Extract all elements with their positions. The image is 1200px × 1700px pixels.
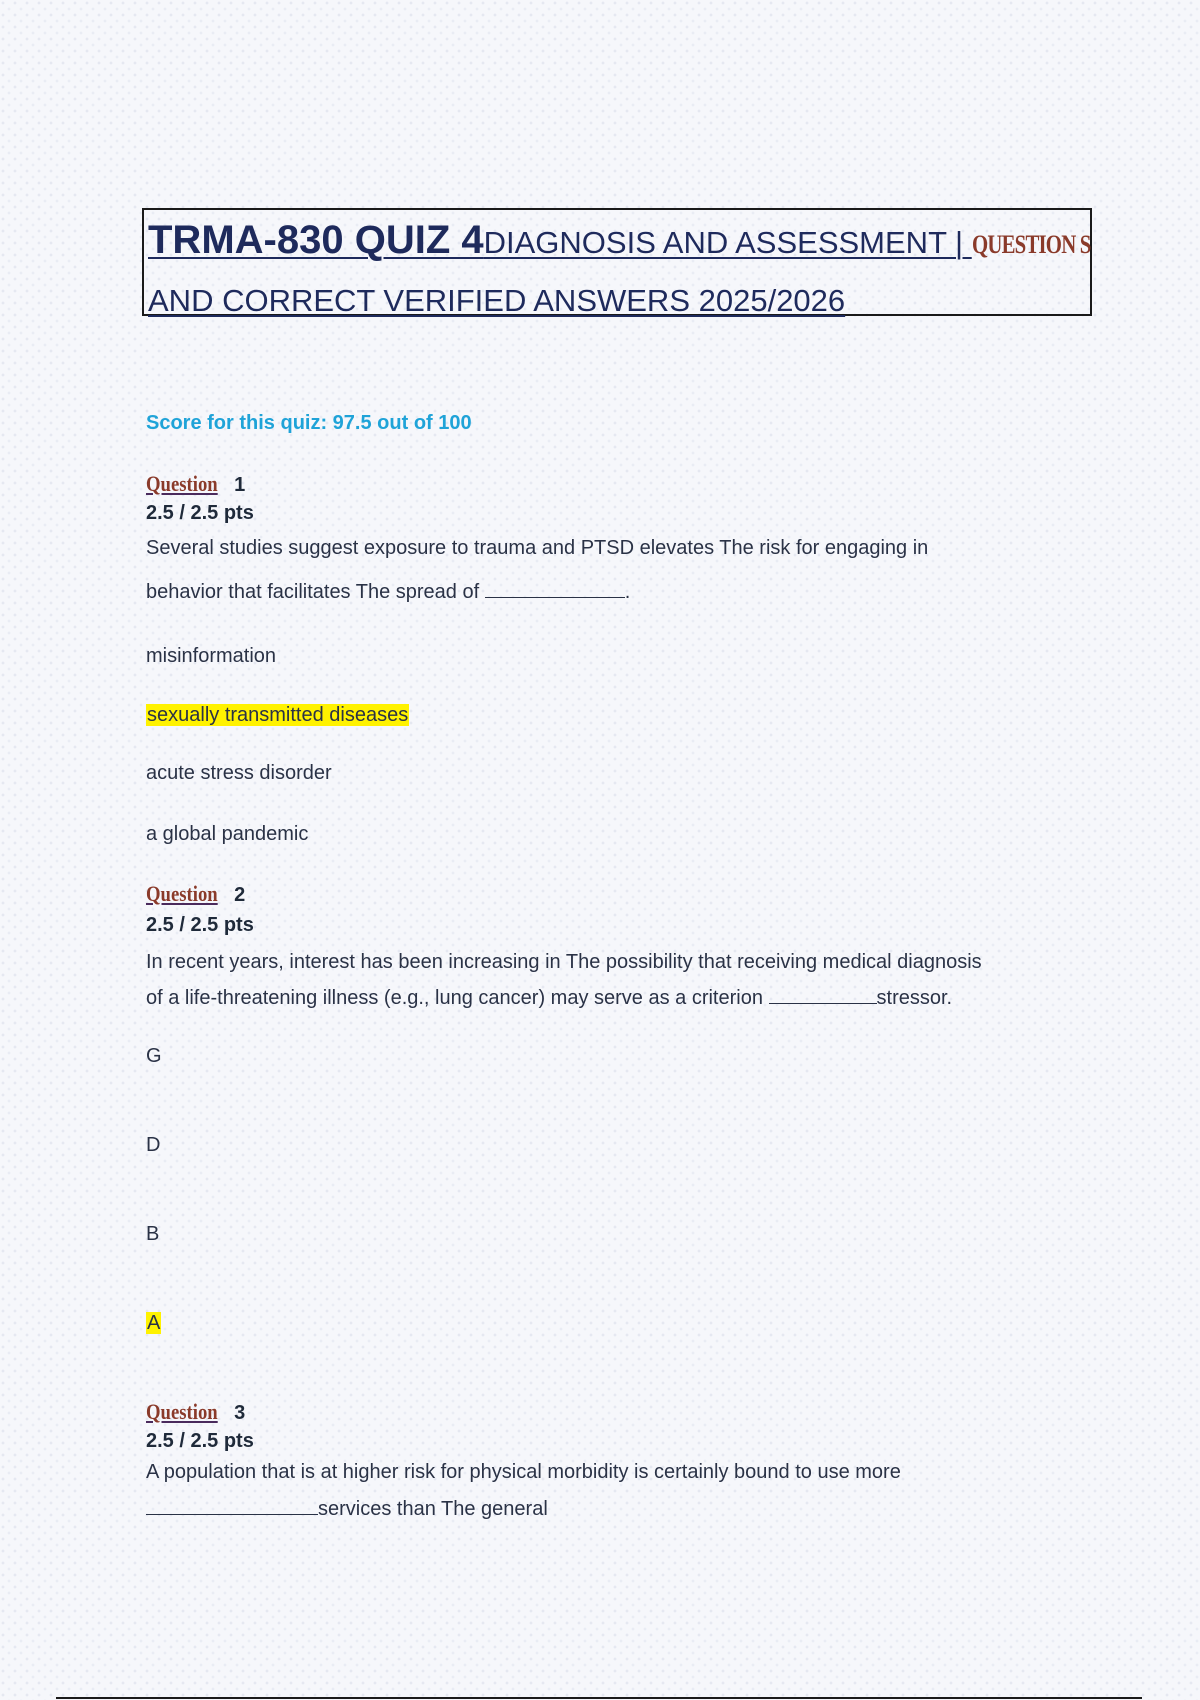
question-text-line2 — [146, 1496, 1076, 1521]
question-number: 2 — [234, 884, 246, 906]
question-label: Question — [146, 1399, 218, 1424]
question-heading — [146, 880, 245, 909]
question-heading — [146, 1398, 245, 1427]
question-text-suffix: services than The general — [318, 1498, 548, 1520]
page-bottom-rule — [56, 1697, 1142, 1699]
question-text-line2 — [146, 579, 1076, 604]
question-text-prefix: behavior that facilitates The spread of — [146, 581, 485, 603]
document-title-line2 — [148, 275, 1084, 333]
quiz-score: Score for this quiz: 97.5 out of 100 — [146, 412, 472, 434]
answer-option[interactable]: D — [146, 1134, 161, 1156]
answer-option-correct[interactable] — [146, 701, 409, 729]
question-text-line2 — [146, 985, 1076, 1010]
question-points: 2.5 / 2.5 pts — [146, 1430, 254, 1452]
answer-option[interactable]: acute stress disorder — [146, 762, 332, 784]
answer-blank — [146, 1496, 318, 1515]
question-points: 2.5 / 2.5 pts — [146, 914, 254, 936]
answer-option-correct[interactable] — [146, 1309, 161, 1337]
highlighted-answer: A — [147, 1312, 161, 1334]
answer-option[interactable]: misinformation — [146, 645, 277, 667]
title-serif-word: QUESTION S — [971, 230, 1091, 259]
document-title-box — [142, 208, 1092, 316]
question-text-prefix: of a life-threatening illness (e.g., lung cancer) may serve as a criterion — [146, 987, 769, 1009]
answer-blank — [485, 579, 625, 598]
question-number: 1 — [234, 474, 246, 496]
answer-blank — [769, 985, 877, 1004]
question-number: 3 — [234, 1402, 246, 1424]
question-text-suffix: stressor. — [876, 987, 953, 1009]
title-line2: AND CORRECT VERIFIED ANSWERS 2025/2026 — [148, 283, 846, 318]
title-rest: DIAGNOSIS AND ASSESSMENT | — [483, 225, 972, 260]
answer-option[interactable]: B — [146, 1223, 160, 1245]
question-label: Question — [146, 881, 218, 906]
question-heading — [146, 470, 245, 499]
question-text-suffix: . — [624, 581, 631, 603]
question-text-line1: Several studies suggest exposure to trauma and PTSD elevates The risk for engaging in — [146, 537, 929, 559]
document-title-line1 — [148, 214, 1091, 275]
highlighted-answer: sexually transmitted diseases — [147, 704, 409, 726]
title-main: TRMA-830 QUIZ 4 — [148, 218, 484, 262]
question-points: 2.5 / 2.5 pts — [146, 502, 254, 524]
question-text-line1: In recent years, interest has been increasing in The possibility that receiving medical diagnosis — [146, 951, 982, 973]
question-label: Question — [146, 471, 218, 496]
question-text-line1: A population that is at higher risk for physical morbidity is certainly bound to use more — [146, 1461, 901, 1483]
answer-option[interactable]: a global pandemic — [146, 823, 309, 845]
answer-option[interactable]: G — [146, 1045, 162, 1067]
